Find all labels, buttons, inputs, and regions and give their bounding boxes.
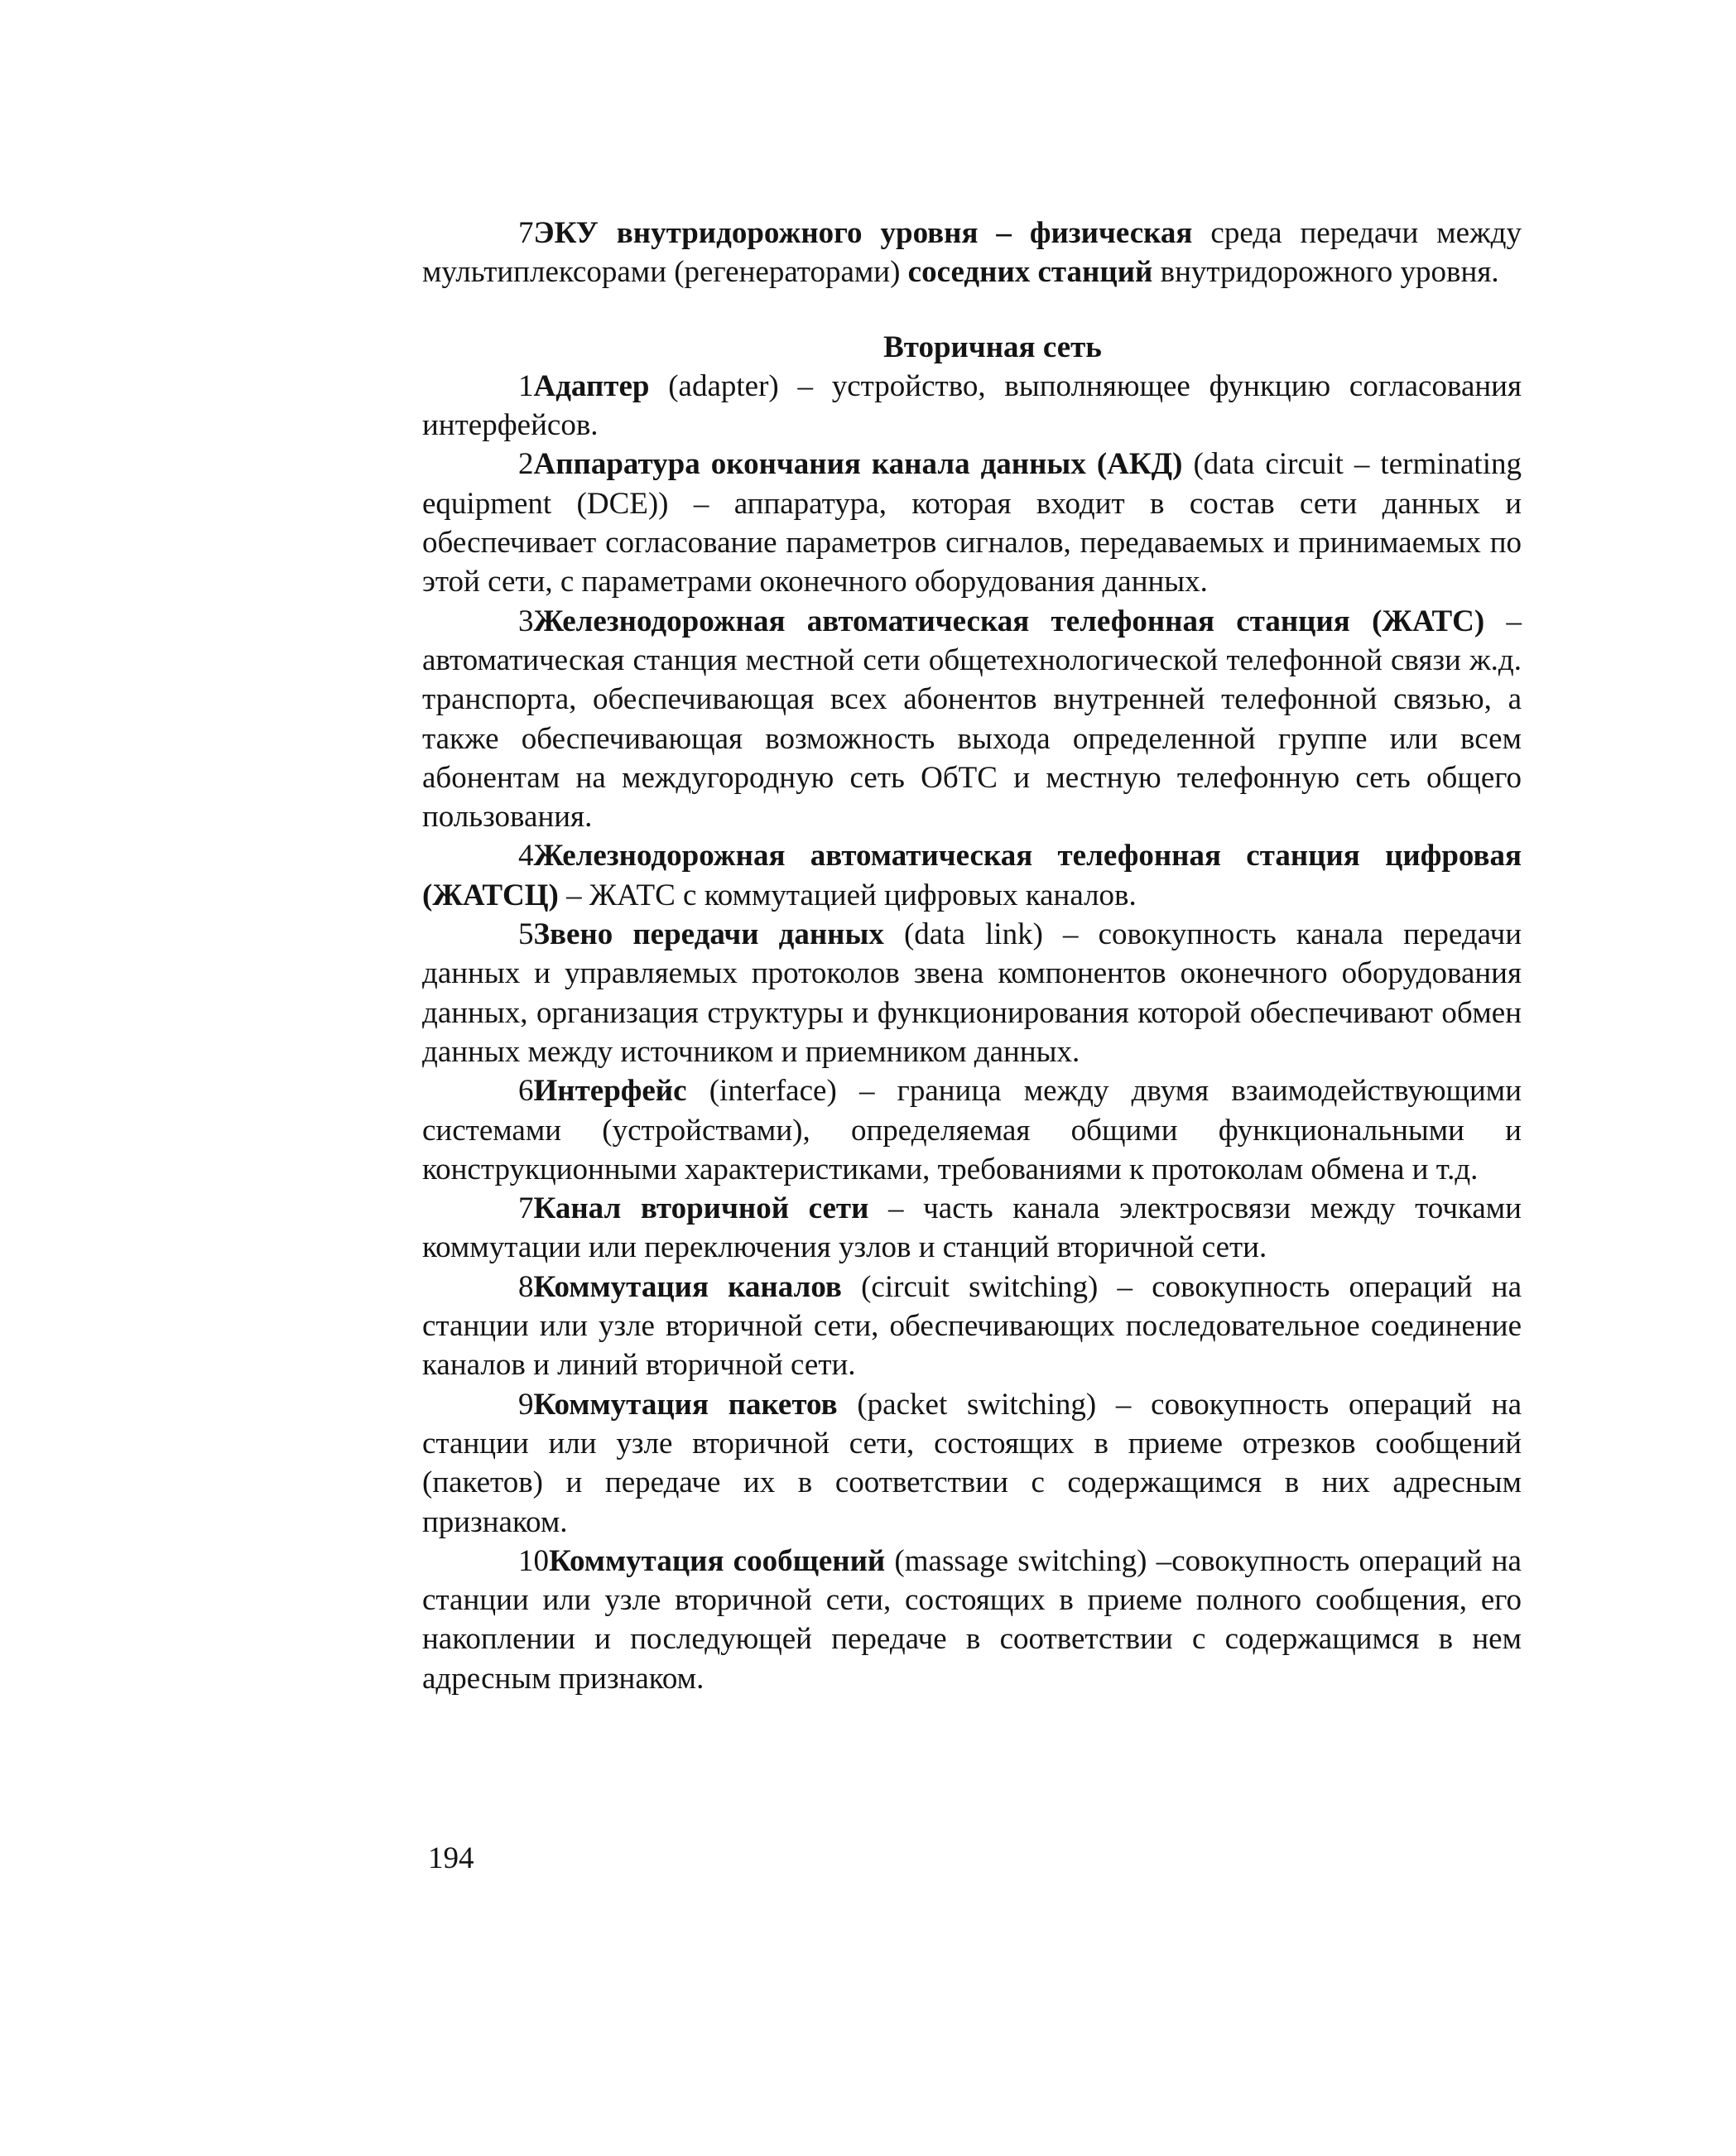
- item-number: 3: [518, 604, 534, 638]
- definition-item: [422, 367, 1522, 445]
- definition-item: [422, 602, 1522, 837]
- definition-text: – автоматическая станция местной сети общетехнологической телефонной связи ж.д. транспорта, обеспечивающая всех абонентов внутренней телефонной связью, а также обеспечивающая возможность выхода определенной группе или всем абонентам на междугородную сеть ОбТС и местную телефонную сеть общего пользования.: [422, 604, 1522, 835]
- definition-term: Железнодорожная автоматическая телефонная станция цифровая (ЖАТСЦ): [422, 839, 1522, 912]
- definition-term: Аппаратура окончания канала данных (АКД): [533, 447, 1183, 482]
- definition-text: (massage switching) –совокупность операций на станции или узле вторичной сети, состоящих в приеме полного сообщения, его накоплении и последующей передаче в соответствии с содержащимся в нем адресным признаком.: [422, 1543, 1522, 1696]
- definition-item: [422, 836, 1522, 915]
- definition-term: Коммутация сообщений: [549, 1543, 886, 1578]
- page-body: [422, 214, 1522, 1698]
- item-number: 7: [518, 216, 534, 250]
- item-number: 7: [518, 1191, 534, 1226]
- definition-text: – ЖАТС с коммутацией цифровых каналов.: [558, 878, 1137, 912]
- definition-text: (data circuit – terminating equipment (DCE)) – аппаратура, которая входит в состав сети данных и обеспечивает согласование параметров сигналов, передаваемых и принимаемых по этой сети, с параметрами оконечного оборудования данных.: [422, 447, 1522, 599]
- definition-item: [422, 445, 1522, 601]
- intro-term-2: соседних станций: [907, 255, 1153, 290]
- definition-term: Железнодорожная автоматическая телефонная станция (ЖАТС): [533, 604, 1485, 638]
- intro-text: среда передачи между мультиплексорами (регенераторами): [422, 216, 1522, 290]
- item-number: 9: [518, 1387, 534, 1422]
- definition-item: [422, 1385, 1522, 1542]
- definition-item: [422, 1071, 1522, 1189]
- item-number: 10: [518, 1543, 549, 1578]
- item-number: 6: [518, 1074, 534, 1109]
- definition-term: Адаптер: [533, 368, 650, 403]
- item-number: 1: [518, 368, 534, 403]
- definition-text: (circuit switching) – совокупность операций на станции или узле вторичной сети, обеспечивающих последовательное соединение каналов и линий вторичной сети.: [422, 1269, 1522, 1383]
- definition-term: Интерфейс: [533, 1074, 687, 1109]
- item-number: 8: [518, 1269, 534, 1304]
- definition-text: (data link) – совокупность канала передачи данных и управляемых протоколов звена компонентов оконечного оборудования данных, организация структуры и функционирования которой обеспечивают обмен данных между источником и приемником данных.: [422, 917, 1522, 1069]
- section-heading: Вторичная сеть: [883, 330, 1102, 364]
- intro-text-2: внутридорожного уровня.: [1152, 255, 1499, 290]
- page-number: 194: [428, 1841, 474, 1875]
- definition-item: [422, 915, 1522, 1071]
- definition-term: Канал вторичной сети: [533, 1191, 869, 1226]
- definition-term: Звено передачи данных: [533, 917, 884, 952]
- definition-text: – часть канала электросвязи между точками коммутации или переключения узлов и станций вторичной сети.: [422, 1191, 1522, 1265]
- item-number: 2: [518, 447, 534, 482]
- definition-item: [422, 1189, 1522, 1268]
- item-number: 5: [518, 917, 534, 952]
- intro-term: ЭКУ внутридорожного уровня – физическая: [533, 216, 1193, 250]
- item-number: 4: [518, 839, 534, 873]
- definition-text: (adapter) – устройство, выполняющее функцию согласования интерфейсов.: [422, 368, 1522, 443]
- definition-text: (packet switching) – совокупность операций на станции или узле вторичной сети, состоящих в приеме отрезков сообщений (пакетов) и передаче их в соответствии с содержащимся в них адресным признаком.: [422, 1387, 1522, 1539]
- definition-item: [422, 1268, 1522, 1385]
- intro-paragraph: [422, 214, 1522, 292]
- definition-item: [422, 1542, 1522, 1698]
- definition-text: (interface) – граница между двумя взаимодействующими системами (устройствами), определяемая общими функциональными и конструкционными характеристиками, требованиями к протоколам обмена и т.д.: [422, 1074, 1522, 1186]
- definition-term: Коммутация каналов: [533, 1269, 842, 1304]
- definition-term: Коммутация пакетов: [533, 1387, 838, 1422]
